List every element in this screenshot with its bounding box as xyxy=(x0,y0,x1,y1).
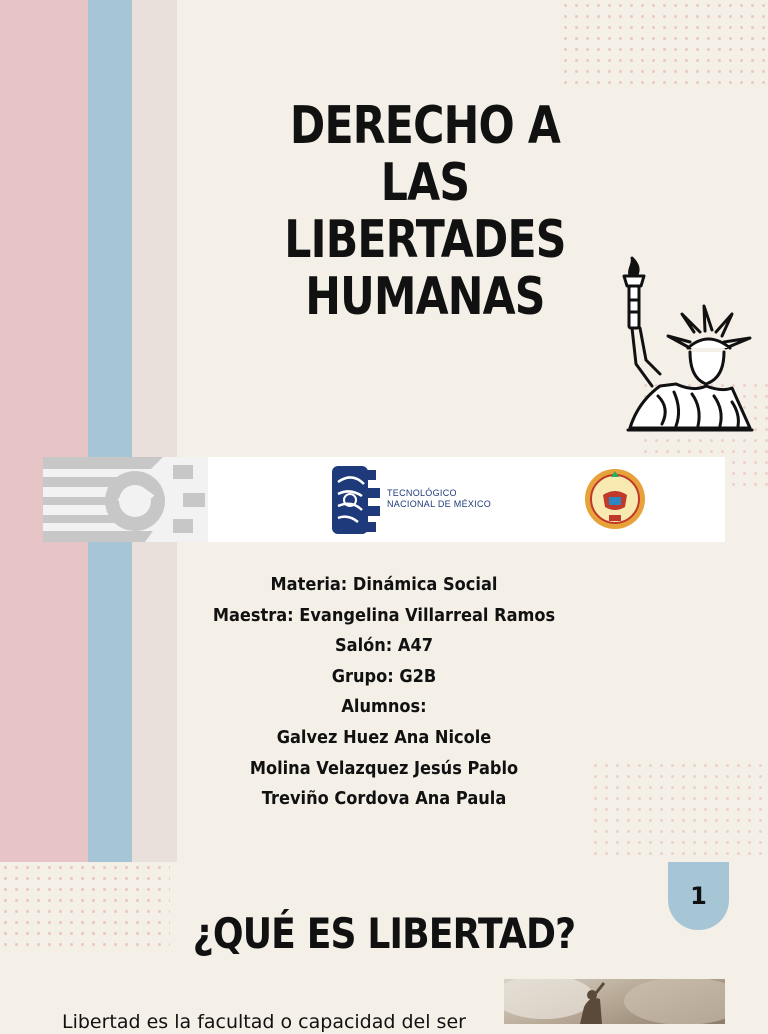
decor-stripe-beige xyxy=(132,0,177,862)
logo-band xyxy=(43,457,725,542)
school-seal-icon xyxy=(583,467,647,531)
tec-logo-text xyxy=(387,488,517,510)
tec-logo-line2: NACIONAL DE MÉXICO xyxy=(387,499,492,509)
photo-illustration xyxy=(504,979,725,1024)
course-subject: Materia: Dinámica Social xyxy=(270,574,498,595)
decor-dots-bottom-right xyxy=(590,760,768,860)
page-title: DERECHO A LAS LIBERTADES HUMANAS xyxy=(284,96,566,327)
decor-stripe-blue xyxy=(88,0,132,862)
tec-logo-line1: TECNOLÓGICO xyxy=(387,488,457,498)
student-name: Treviño Cordova Ana Paula xyxy=(261,788,507,810)
page-number-badge xyxy=(668,862,729,930)
course-room: Salón: A47 xyxy=(334,635,434,657)
liberty-photo xyxy=(504,979,725,1024)
statue-of-liberty-icon xyxy=(610,256,760,436)
decor-stripe-pink xyxy=(0,0,88,862)
body-paragraph: Libertad es la facultad o capacidad del ser xyxy=(62,1011,466,1033)
course-group: Grupo: G2B xyxy=(331,665,437,687)
tec-gear-logo-icon xyxy=(326,460,382,540)
course-info xyxy=(200,570,567,815)
decor-dots-top-right xyxy=(560,0,768,90)
section-title: ¿QUÉ ES LIBERTAD? xyxy=(192,909,576,958)
course-teacher: Maestra: Evangelina Villarreal Ramos xyxy=(212,604,556,626)
page-number: 1 xyxy=(690,882,707,910)
students-label: Alumnos: xyxy=(341,696,427,718)
decorative-emblem-icon xyxy=(43,457,208,542)
student-name: Galvez Huez Ana Nicole xyxy=(276,726,492,748)
student-name: Molina Velazquez Jesús Pablo xyxy=(249,757,519,779)
decor-dots-bottom-left xyxy=(0,862,170,952)
